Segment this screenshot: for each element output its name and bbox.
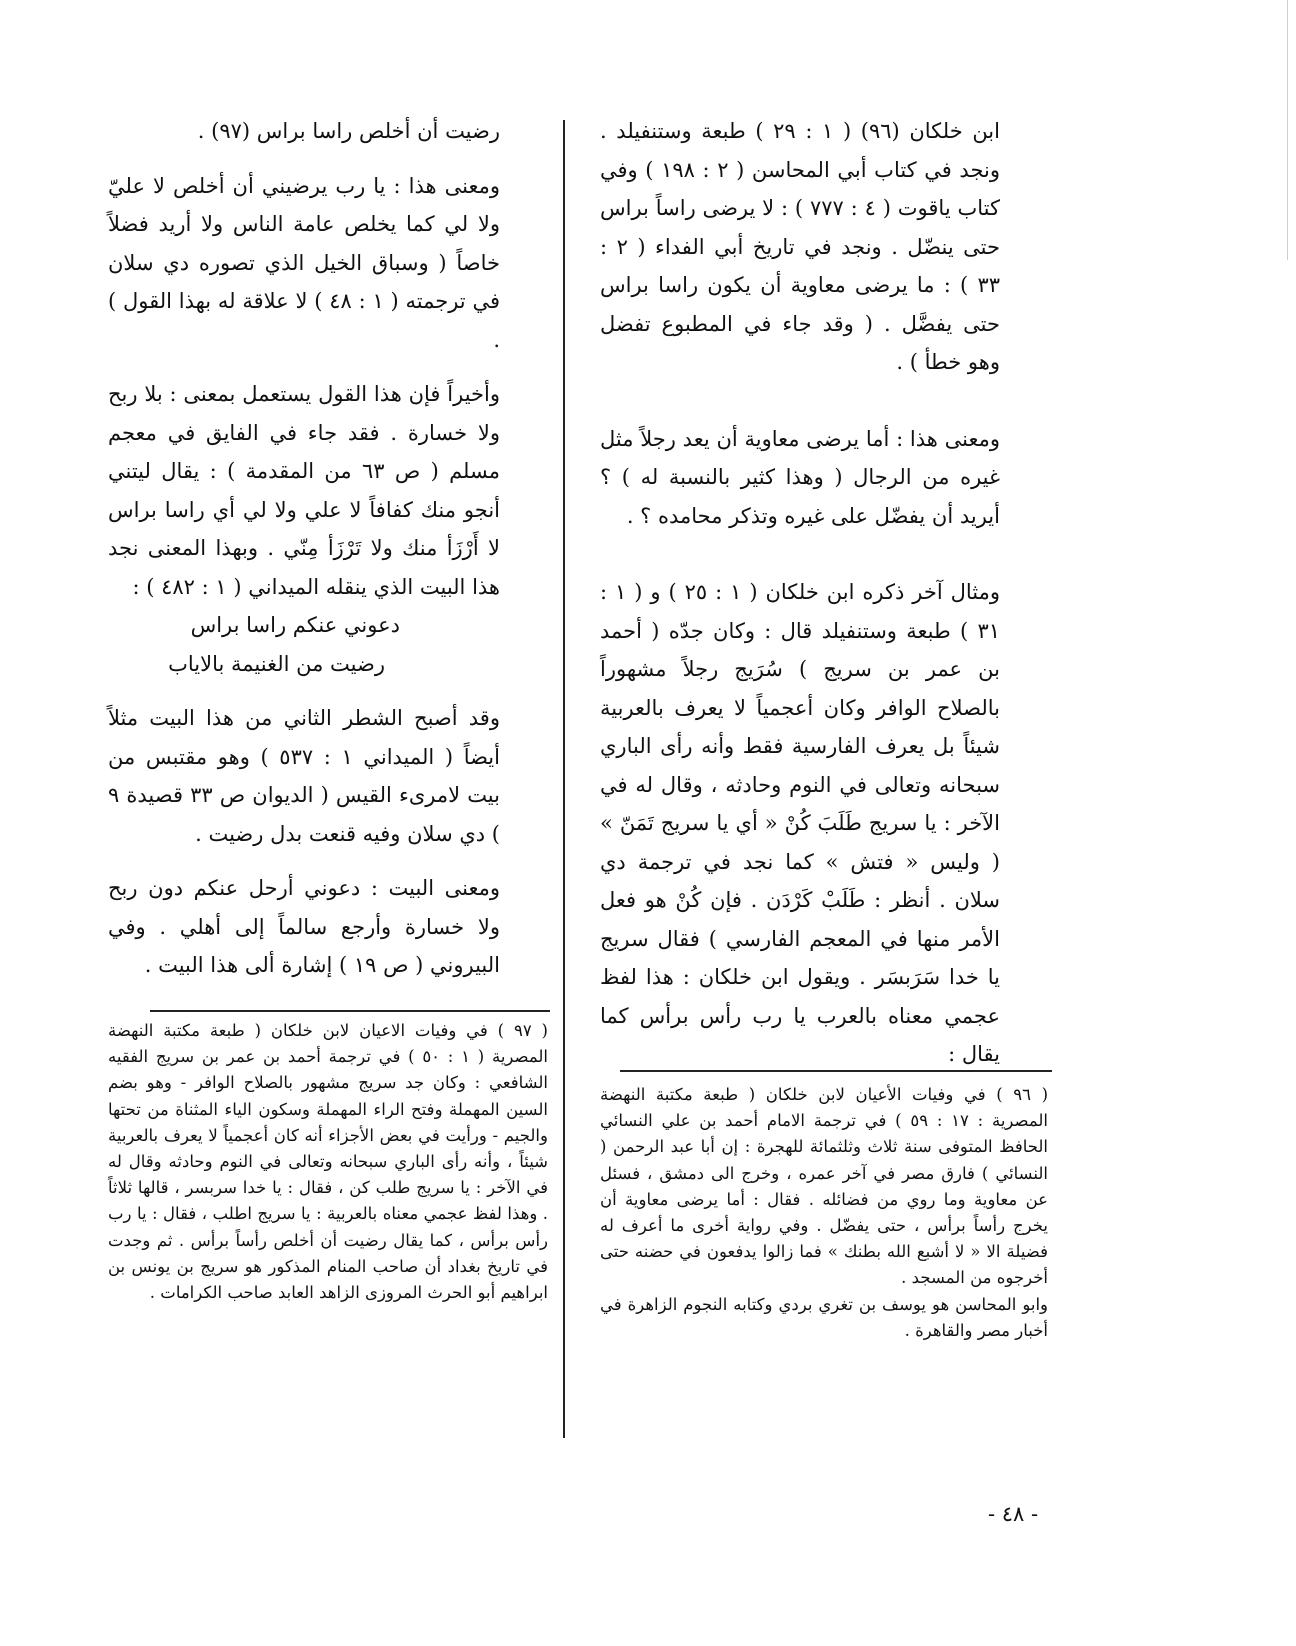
left-paragraph-2: وأخيراً فإن هذا القول يستعمل بمعنى : بلا ربح ولا خسارة . فقد جاء في الفايق في معجم مسلم ( ص ٦٣ من المقدمة ) : يقال ليتني أنجو منك كفافاً لا علي ولا لي أي راسا براس لا أَرْزَأ منك ولا تَرْزَأ مِنّي . وبهذا المعنى نجد هذا البيت الذي ينقله الميداني ( ١ : ٤٨٢ ) :: [108, 382, 500, 599]
right-paragraph-3: ومثال آخر ذكره ابن خلكان ( ١ : ٢٥ ) و ( ١ : ٣١ ) طبعة وستنفيلد قال : وكان جدّه ( أحمد بن عمر بن سريج ) سُرَيج رجلاً مشهوراً بالصلاح الوافر وكان أعجمياً لا يعرف بالعربية شيئاً بل يعرف الفارسية فقط وأنه رأى الباري سبحانه وتعالى في النوم وحادثه ، وقال له في الآخر : يا سريج طَلَبَ كُنْ « أي يا سريج تَمَنّ » ( وليس « فتش » كما نجد في ترجمة دي سلان . أنظر : طَلَبْ كَرْدَن . فإن كُنْ هو فعل الأمر منها في المعجم الفارسي ) فقال سريج يا خدا سَرَبسَر . ويقول ابن خلكان : هذا لفظ عجمي معناه بالعرب يا رب رأس برأس كما يقال :: [600, 580, 1000, 1066]
left-opening-line: رضيت أن أخلص راسا براس (٩٧) .: [197, 119, 500, 143]
left-paragraph-3: وقد أصبح الشطر الثاني من هذا البيت مثلاً أيضاً ( الميداني ١ : ٥٣٧ ) وهو مقتبس من بيت لامرىء القيس ( الديوان ص ٣٣ قصيدة ٩ ) دي سلان وفيه قنعت بدل رضيت .: [108, 706, 500, 846]
scan-edge-line: [1287, 0, 1288, 260]
page-number: - ٤٨ -: [988, 1502, 1039, 1526]
footnote-97: [108, 1018, 548, 1306]
verse-line-1: دعوني عنكم راسا براس: [190, 613, 400, 637]
left-column: [108, 112, 500, 985]
right-paragraph-1: ابن خلكان (٩٦) ( ١ : ٢٩ ) طبعة وستنفيلد . ونجد في كتاب أبي المحاسن ( ٢ : ١٩٨ ) وفي كتاب ياقوت ( ٤ : ٧٧٧ ) : لا يرضى راساً براس حتى ينضّل . ونجد في تاريخ أبي الفداء ( ٢ : ٣٣ ) : ما يرضى معاوية أن يكون راسا براس حتى يفضَّل . ( وقد جاء في المطبوع تفضل وهو خطأ ) .: [600, 119, 1001, 374]
right-paragraph-2: ومعنى هذا : أما يرضى معاوية أن يعد رجلاً مثل غيره من الرجال ( وهذا كثير بالنسبة له ) ؟ أيريد أن يفضّل على غيره وتذكر محامده ؟ .: [600, 426, 1000, 528]
footnote-96-text: ( ٩٦ ) في وفيات الأعيان لابن خلكان ( طبعة مكتبة النهضة المصرية : ١٧ : ٥٩ ) في ترجمة الامام أحمد بن علي النسائي الحافظ المتوفى سنة ثلاث وثلثمائة للهجرة : إن أبا عبد الرحمن ( النسائي ) فارق مصر في آخر عمره ، وخرج الى دمشق ، فسئل عن معاوية وما روي من فضائله . فقال : أما يرضى معاوية أن يخرج رأساً برأس ، حتى يفضّل . وفي رواية أخرى ما أعرف له فضيلة الا « لا أشبع الله بطنك » فما زالوا يدفعون في حضنه حتى أخرجوه من المسجد .: [600, 1085, 1049, 1288]
verse-line-2: رضيت من الغنيمة بالاياب: [168, 651, 385, 676]
footnote-96: [600, 1082, 1048, 1344]
footnote-rule-left: [150, 1010, 550, 1012]
right-column: [600, 112, 1000, 1074]
column-divider: [563, 120, 565, 1438]
left-paragraph-1: ومعنى هذا : يا رب يرضيني أن أخلص لا عليّ ولا لي كما يخلص عامة الناس ولا أريد فضلاً خاصاً ( وسباق الخيل الذي تصوره دي سلان في ترجمته ( ١ : ٤٨ ) لا علاقة له بهذا القول ) .: [108, 173, 500, 352]
footnote-rule-right: [620, 1070, 1052, 1072]
left-paragraph-4: ومعنى البيت : دعوني أرحل عنكم دون ربح ولا خسارة وأرجع سالماً إلى أهلي . وفي البيروني ( ص ١٩ ) إشارة ألى هذا البيت .: [108, 876, 500, 977]
footnote-96-note: وابو المحاسن هو يوسف بن تغري بردي وكتابه النجوم الزاهرة في أخبار مصر والقاهرة .: [600, 1294, 1048, 1340]
footnote-97-text: ( ٩٧ ) في وفيات الاعيان لابن خلكان ( طبعة مكتبة النهضة المصرية ( ١ : ٥٠ ) في ترجمة أحمد بن عمر بن سريج الفقيه الشافعي : وكان جد سريج مشهور بالصلاح الوافر - وهو بضم السين المهملة وفتح الراء المهملة وسكون الياء المثناة من تحتها والجيم - ورأيت في بعض الأجزاء أنه كان أعجمياً لا يعرف بالعربية شيئاً ، وأنه رأى الباري سبحانه وتعالى في النوم وحادثه وقال له في الآخر : يا سريج طلب كن ، فقال : يا خدا سربسر ، قالها ثلاثاً . وهذا لفظ عجمي معناه بالعربية : يا سريج اطلب ، فقال : يا رب رأس برأس ، كما يقال رضيت أن أخلص رأساً برأس . ثم وجدت في تاريخ بغداد أن صاحب المنام المذكور هو سريج بن يونس بن ابراهيم أبو الحرث المروزى الزاهد العابد صاحب الكرامات .: [108, 1021, 548, 1303]
